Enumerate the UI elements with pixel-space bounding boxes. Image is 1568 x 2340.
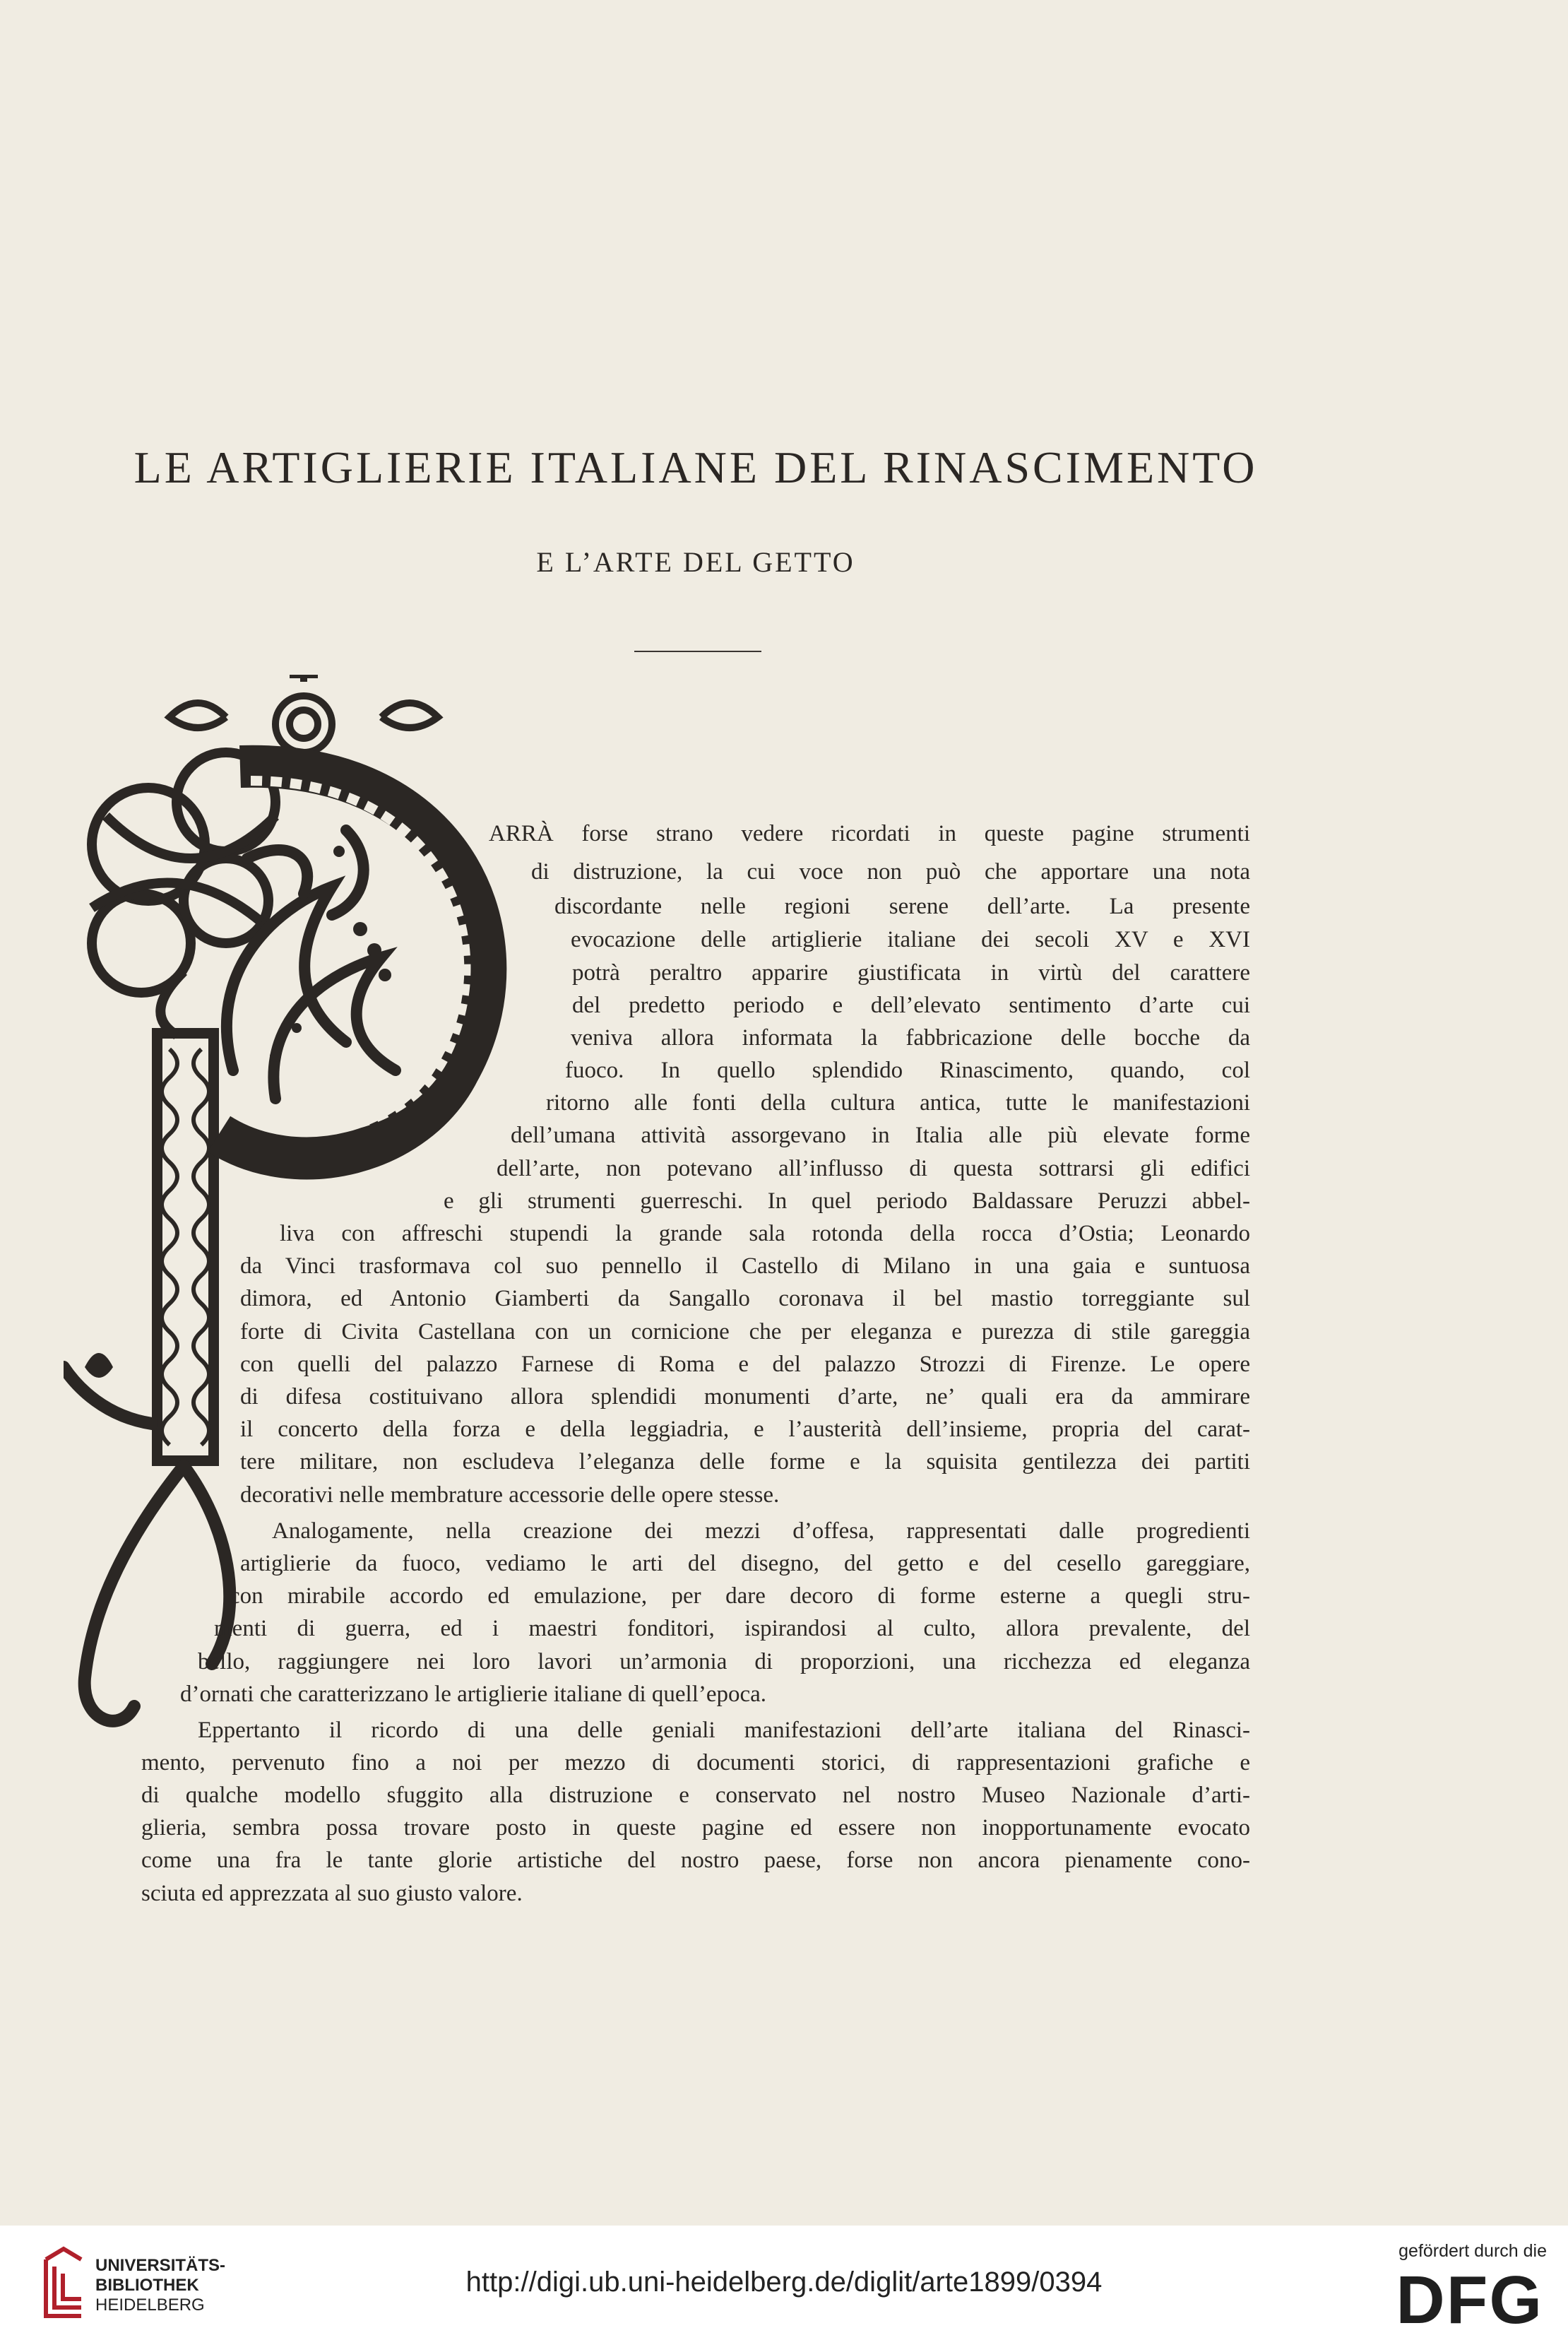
text-line: forte di Civita Castellana con un cornicione che per eleganza e purezza di stile gareggia (240, 1319, 1250, 1345)
permalink-url[interactable]: http://digi.ub.uni-heidelberg.de/diglit/arte1899/0394 (465, 2267, 1103, 2298)
text-line: ritorno alle fonti della cultura antica, tutte le manifestazioni (546, 1090, 1250, 1116)
text-line: artiglierie da fuoco, vediamo le arti del disegno, del getto e del cesello gareggiare, (240, 1551, 1250, 1576)
text-line: d’ornati che caratterizzano le artiglierie italiane di quell’epoca. (180, 1682, 767, 1707)
text-line: discordante nelle regioni serene dell’arte. La presente (554, 894, 1250, 919)
text-line: potrà peraltro apparire giustificata in virtù del carattere (572, 960, 1250, 986)
text-line: bello, raggiungere nei loro lavori un’armonia di proporzioni, una ricchezza ed eleganza (198, 1649, 1250, 1674)
text-line: fuoco. In quello splendido Rinascimento, quando, col (565, 1058, 1250, 1083)
text-line: Analogamente, nella creazione dei mezzi d’offesa, rappresentati dalle progredienti (272, 1518, 1250, 1544)
text-line: dimora, ed Antonio Giamberti da Sangallo coronava il bel mastio torreggiante sul (240, 1286, 1250, 1311)
text-line: mento, pervenuto fino a noi per mezzo di documenti storici, di rappresentazioni grafiche e (141, 1750, 1250, 1775)
text-line: di distruzione, la cui voce non può che apportare una nota (531, 859, 1250, 885)
text-line: evocazione delle artiglierie italiane dei secoli XV e XVI (571, 927, 1250, 952)
article-title: LE ARTIGLIERIE ITALIANE DEL RINASCIMENTO (133, 442, 1258, 492)
text-line: veniva allora informata la fabbricazione delle bocche da (571, 1025, 1250, 1051)
text-line: Eppertanto il ricordo di una delle geniali manifestazioni dell’arte italiana del Rinasci- (198, 1718, 1250, 1743)
text-line: di qualche modello sfuggito alla distruzione e conservato nel nostro Museo Nazionale d’arti- (141, 1783, 1250, 1808)
text-line: e gli strumenti guerreschi. In quel periodo Baldassare Peruzzi abbel- (444, 1188, 1250, 1214)
text-line: tere militare, non escludeva l’eleganza delle forme e la squisita gentilezza dei partiti (240, 1449, 1250, 1475)
library-name-line: BIBLIOTHEK (95, 2276, 199, 2295)
text-line: come una fra le tante glorie artistiche del nostro paese, forse non ancora pienamente cono- (141, 1848, 1250, 1873)
text-line: del predetto periodo e dell’elevato sentimento d’arte cui (572, 993, 1250, 1018)
text-line: dell’umana attività assorgevano in Italia alle più elevate forme (511, 1123, 1250, 1148)
article-subtitle: E L’ARTE DEL GETTO (536, 546, 855, 578)
funder-label: gefördert durch die (1398, 2241, 1547, 2261)
library-name-line: HEIDELBERG (95, 2295, 205, 2315)
library-name-line: UNIVERSITÄTS- (95, 2256, 226, 2275)
text-line: da Vinci trasformava col suo pennello il Castello di Milano in una gaia e suntuosa (240, 1253, 1250, 1279)
text-line: con quelli del palazzo Farnese di Roma e del palazzo Strozzi di Firenze. Le opere (240, 1352, 1250, 1377)
text-line: di difesa costituivano allora splendidi monumenti d’arte, ne’ quali era da ammirare (240, 1384, 1250, 1410)
text-line: liva con affreschi stupendi la grande sala rotonda della rocca d’Ostia; Leonardo (280, 1221, 1250, 1246)
text-line: dell’arte, non potevano all’influsso di questa sottrarsi gli edifici (497, 1156, 1250, 1181)
text-line: decorativi nelle membrature accessorie delle opere stesse. (240, 1482, 780, 1508)
text-line: menti di guerra, ed i maestri fonditori, ispirandosi al culto, allora prevalente, del (214, 1616, 1250, 1641)
text-line: glieria, sembra possa trovare posto in queste pagine ed essere non inopportunamente evocato (141, 1815, 1250, 1840)
text-line: il concerto della forza e della leggiadria, e l’austerità dell’insieme, propria del carat- (240, 1417, 1250, 1442)
dfg-logo: DFG (1396, 2262, 1543, 2338)
text-line: con mirabile accordo ed emulazione, per dare decoro di forme esterne a quegli stru- (230, 1583, 1250, 1609)
text-line: ARRÀ forse strano vedere ricordati in queste pagine strumenti (489, 821, 1250, 846)
title-divider (634, 651, 761, 652)
text-line: sciuta ed apprezzata al suo giusto valore. (141, 1881, 523, 1906)
